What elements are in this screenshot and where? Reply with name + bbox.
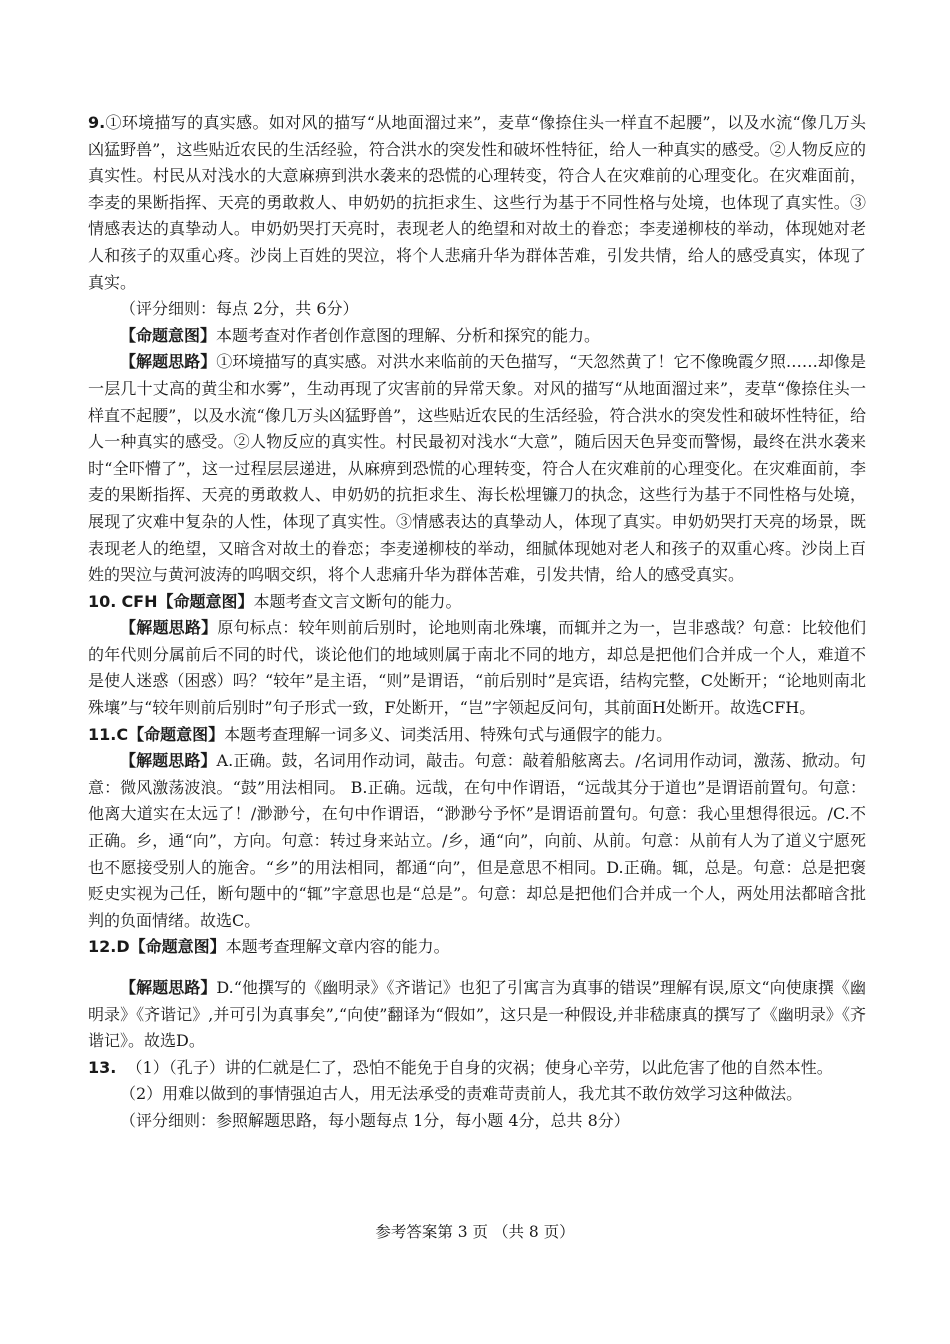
q9-idea-text: ①环境描写的真实感。对洪水来临前的天色描写，“天忽然黄了！它不像晚霞夕照……却像是一层几十丈高的黄尘和水雾”，生动再现了灾害前的异常天象。对风的描写“从地面溜过来”，麦草“像捺住头一样直不起腰”，以及水流“像几万头凶猛野兽”，这些贴近农民的生活经验，符合洪水的突发性和破坏性特征，给人一种真实的感受。②人物反应的真实性。村民最初对浅水“大意”，随后因天色异变而警惕，最终在洪水袭来时“全吓懵了”，这一过程层层递进，从麻痹到恐慌的心理转变，符合人在灾难前的心理变化。在灾难面前，李麦的果断指挥、天亮的勇敢救人、申奶奶的抗拒求生、海长松埋镰刀的执念，这些行为基于不同性格与处境，展现了灾难中复杂的人性，体现了真实性。③情感表达的真挚动人，体现了真实。申奶奶哭打天亮的场景，既表现老人的绝望，又暗含对故土的眷恋；李麦递柳枝的举动，细腻体现她对老人和孩子的双重心疼。沙岗上百姓的哭泣与黄河波涛的呜咽交织，将个人悲痛升华为群体苦难，引发共情，给人的感受真实。 xyxy=(88,352,866,585)
page-footer: 参考答案第 3 页 （共 8 页） xyxy=(375,1223,575,1241)
q12-idea-text: D.“他撰写的《幽明录》《齐谐记》也犯了引寓言为真事的错误”理解有误,原文“向使康撰《幽明录》《齐谐记》,并可引为真事矣”,“向使”翻译为“假如”，这只是一种假设,并非嵇康真的撰写了《幽明录》《齐谐记》。故选D。 xyxy=(88,978,866,1051)
q10-idea-text: 原句标点：较年则前后别时，论地则南北殊壤，而辄并之为一，岂非惑哉？句意：比较他们的年代则分属前后不同的时代，谈论他们的地域则属于南北不同的地方，却总是把他们合并成一个人，难道不是使人迷惑（困惑）吗？“较年”是主语，“则”是谓语，“前后别时”是宾语，结构完整，C处断开；“论地则南北殊壤”与“较年则前后别时”句子形式一致，F处断开，“岂”字领起反问句，其前面H处断开。故选CFH。 xyxy=(88,618,866,718)
q9-number: 9. xyxy=(88,113,106,132)
q9-intent-text: 本题考查对作者创作意图的理解、分析和探究的能力。 xyxy=(216,325,601,345)
q10-intent-tag: 【命题意图】 xyxy=(157,591,254,611)
q9-scoring: （评分细则：每点 2分，共 6分） xyxy=(120,299,359,319)
q11-intent-tag: 【命题意图】 xyxy=(128,724,225,744)
q12-intent-text: 本题考查理解文章内容的能力。 xyxy=(225,937,450,957)
q11-idea-text: A.正确。鼓，名词用作动词，敲击。句意：敲着船舷离去。/名词用作动词，激荡、掀动。句意：微风激荡波浪。“鼓”用法相同。 B.正确。远哉，在句中作谓语，“远哉其分于道也”是谓语前置句。句意：他离大道实在太远了！/渺渺兮，在句中作谓语，“渺渺兮予怀”是谓语前置句。句意：我心里想得很远。/C.不正确。乡，通“向”，方向。句意：转过身来站立。/乡，通“向”，向前、从前。句意：从前有人为了道义宁愿死也不愿接受别人的施舍。“乡”的用法相同，都通“向”，但是意思不相同。D.正确。辄，总是。句意：总是把褒贬史实视为己任，断句题中的“辄”字意思也是“总是”。句意：却总是把他们合并成一个人，两处用法都暗含批判的负面情绪。故选C。 xyxy=(88,751,866,930)
q12-idea xyxy=(88,975,866,1055)
spacer xyxy=(88,961,866,975)
q11-answer-text: C xyxy=(116,724,129,744)
q10-intent-text: 本题考查文言文断句的能力。 xyxy=(253,591,462,611)
q12-answer-text: D xyxy=(116,937,130,957)
q13-line1 xyxy=(88,1055,866,1082)
q10-answer-text: CFH xyxy=(121,591,158,611)
q9-idea xyxy=(88,349,866,588)
q11-answer xyxy=(88,722,866,749)
q9-intent-tag: 【命题意图】 xyxy=(120,325,217,345)
q9-answer xyxy=(88,110,866,296)
q12-number: 12. xyxy=(88,937,117,957)
q10-idea-tag: 【解题思路】 xyxy=(120,618,218,638)
q13-number: 13. xyxy=(88,1057,117,1077)
q12-idea-tag: 【解题思路】 xyxy=(120,978,217,997)
q9-intent xyxy=(88,323,866,350)
q13-line1-text: （1）（孔子）讲的仁就是仁了，恐怕不能免于自身的灾祸；使身心辛劳，以此危害了他的自然本性。 xyxy=(126,1057,833,1077)
q9-idea-tag: 【解题思路】 xyxy=(120,352,217,372)
q11-idea-tag: 【解题思路】 xyxy=(120,751,217,771)
answer-key-page xyxy=(88,110,866,1135)
q10-idea xyxy=(88,615,866,721)
q11-intent-text: 本题考查理解一词多义、词类活用、特殊句式与通假字的能力。 xyxy=(224,724,673,744)
q12-answer xyxy=(88,934,866,961)
q11-number: 11. xyxy=(88,724,117,744)
q13-scoring: （评分细则：参照解题思路，每小题每点 1分，每小题 4分，总共 8分） xyxy=(120,1110,630,1130)
q12-intent-tag: 【命题意图】 xyxy=(129,937,226,957)
q11-idea xyxy=(88,748,866,934)
q13-line2: （2）用难以做到的事情强迫古人，用无法承受的责难苛责前人，我尤其不敢仿效学习这种做法。 xyxy=(120,1084,803,1104)
q9-answer-text: ①环境描写的真实感。如对风的描写“从地面溜过来”，麦草“像捺住头一样直不起腰”，以及水流“像几万头凶猛野兽”，这些贴近农民的生活经验，符合洪水的突发性和破坏性特征，给人一种真实的感受。②人物反应的真实性。村民从对浅水的大意麻痹到洪水袭来的恐慌的心理转变，符合人在灾难前的心理变化。在灾难面前，李麦的果断指挥、天亮的勇敢救人、申奶奶的抗拒求生、这些行为基于不同性格与处境，也体现了真实性。③情感表达的真挚动人。申奶奶哭打天亮时，表现老人的绝望和对故土的眷恋；李麦递柳枝的举动，体现她对老人和孩子的双重心疼。沙岗上百姓的哭泣，将个人悲痛升华为群体苦难，引发共情，给人的感受真实，体现了真实。 xyxy=(88,113,866,292)
q10-answer xyxy=(88,589,866,616)
q10-number: 10. xyxy=(88,591,117,611)
